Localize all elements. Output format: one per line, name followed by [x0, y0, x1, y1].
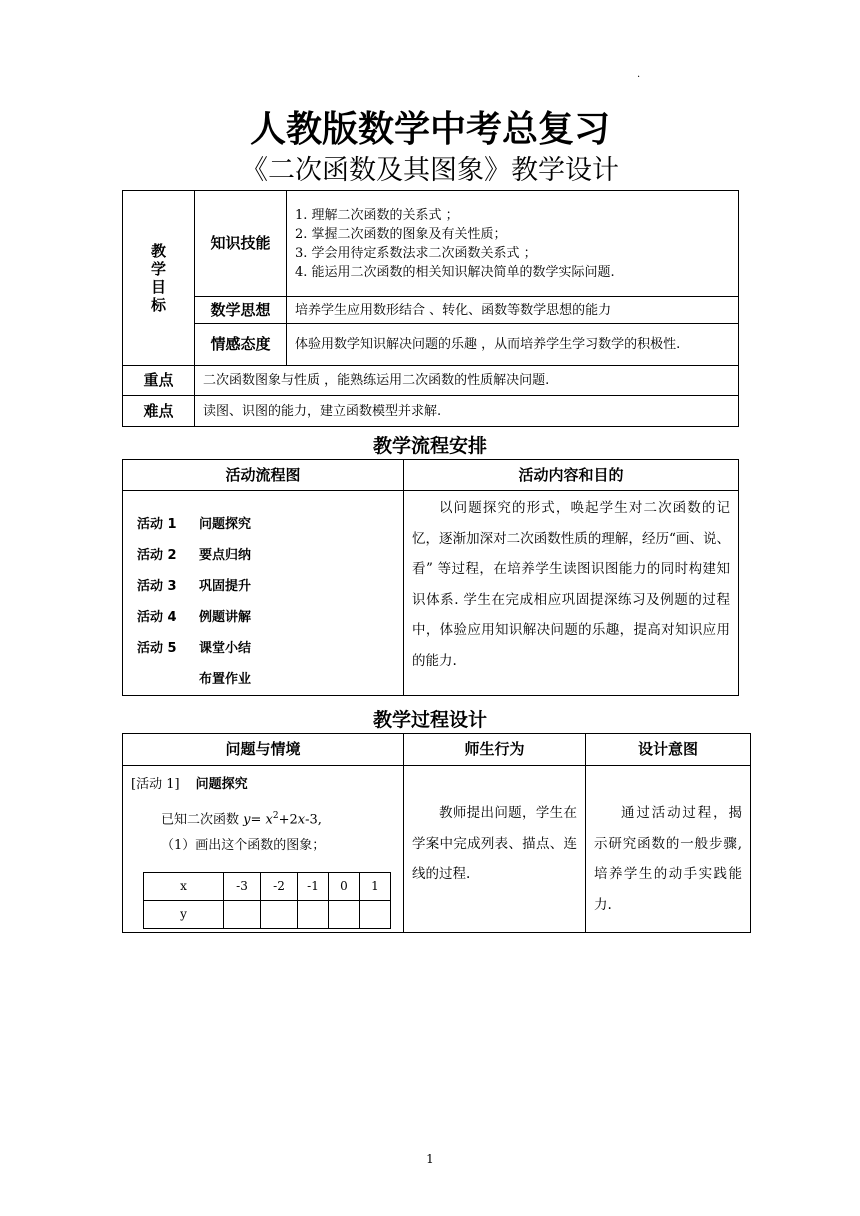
- key-point-text: 二次函数图象与性质 ，能熟练运用二次函数的性质解决问题.: [195, 366, 739, 396]
- objectives-table: [122, 190, 739, 427]
- attitude-text: 体验用数学知识解决问题的乐趣 ，从而培养学生学习数学的积极性.: [287, 324, 739, 366]
- knowledge-label: 知识技能: [195, 191, 287, 297]
- process-col-header: 问题与情境: [123, 734, 404, 766]
- process-col-header: 师生行为: [404, 734, 586, 766]
- table-cell: 0: [329, 873, 360, 901]
- list-item: 3. 学会用待定系数法求二次函数关系式 ；: [295, 245, 537, 261]
- teacher-action-cell: [404, 766, 586, 933]
- attitude-label: 情感态度: [195, 324, 287, 366]
- flow-content-cell: [404, 491, 739, 696]
- table-cell: [298, 901, 329, 929]
- flow-table: [122, 459, 739, 696]
- table-cell: [360, 901, 391, 929]
- process-table: [122, 733, 751, 933]
- key-point-label: 重点: [123, 366, 195, 396]
- design-intent-text: 通过活动过程，揭示研究函数的一般步骤,培养学生的动手实践能力.: [594, 805, 742, 913]
- design-intent-cell: [586, 766, 751, 933]
- activity-item: 活动 2 要点归纳: [137, 548, 252, 563]
- table-cell: [329, 901, 360, 929]
- activity-item: 活动 1 问题探究: [137, 517, 252, 532]
- document-subtitle: 《二次函数及其图象》教学设计: [241, 155, 619, 186]
- table-x-label: x: [144, 873, 224, 901]
- activity-heading: [活动 1] 问题探究: [131, 777, 248, 792]
- list-item: 2. 掌握二次函数的图象及有关性质；: [295, 226, 507, 242]
- process-col-header: 设计意图: [586, 734, 751, 766]
- table-cell: [224, 901, 261, 929]
- activity-item: 活动 3 巩固提升: [137, 579, 252, 594]
- activity-item: 活动 4 例题讲解: [137, 610, 252, 625]
- flow-col-header: 活动内容和目的: [404, 460, 739, 491]
- page-number: 1: [426, 1152, 434, 1166]
- difficulty-text: 读图、识图的能力，建立函数模型并求解.: [195, 396, 739, 427]
- thinking-text: 培养学生应用数形结合 、转化、函数等数学思想的能力: [287, 297, 739, 324]
- question-text: （1）画出这个函数的图象；: [161, 838, 326, 853]
- xy-value-table: [143, 872, 391, 929]
- activity-item: 活动 5 课堂小结: [137, 641, 252, 656]
- flow-content-text: 以问题探究的形式，唤起学生对二次函数的记忆，逐渐加深对二次函数性质的理解，经历“画、说、看” 等过程，在培养学生读图识图能力的同时构建知识体系. 学生在完成相应巩固提深练习及例题的过程中，体验应用知识解决问题的乐趣，提高对知识应用的能力.: [412, 500, 730, 669]
- list-item: 4. 能运用二次函数的相关知识解决简单的数学实际问题.: [295, 264, 615, 280]
- activity-item: 布置作业: [199, 672, 252, 687]
- thinking-label: 数学思想: [195, 297, 287, 324]
- document-title: 人教版数学中考总复习: [249, 109, 610, 150]
- list-item: 1. 理解二次函数的关系式 ；: [295, 207, 459, 223]
- teacher-action-text: 教师提出问题，学生在学案中完成列表、描点、连线的过程.: [412, 805, 577, 882]
- difficulty-label: 难点: [123, 396, 195, 427]
- table-cell: 1: [360, 873, 391, 901]
- table-cell: -2: [261, 873, 298, 901]
- function-statement: 已知二次函数 $y= x^2+2x-3$,: [161, 811, 322, 828]
- table-y-label: y: [144, 901, 224, 929]
- activity-list: [123, 491, 404, 696]
- flow-col-header: 活动流程图: [123, 460, 404, 491]
- corner-dot: .: [637, 69, 641, 80]
- knowledge-list: [287, 191, 739, 297]
- table-cell: -3: [224, 873, 261, 901]
- table-cell: [261, 901, 298, 929]
- problem-cell: [123, 766, 404, 933]
- process-section-title: 教学过程设计: [372, 709, 487, 731]
- flow-section-title: 教学流程安排: [372, 435, 487, 457]
- table-cell: -1: [298, 873, 329, 901]
- objectives-group-label: 教 学 目 标: [123, 191, 195, 366]
